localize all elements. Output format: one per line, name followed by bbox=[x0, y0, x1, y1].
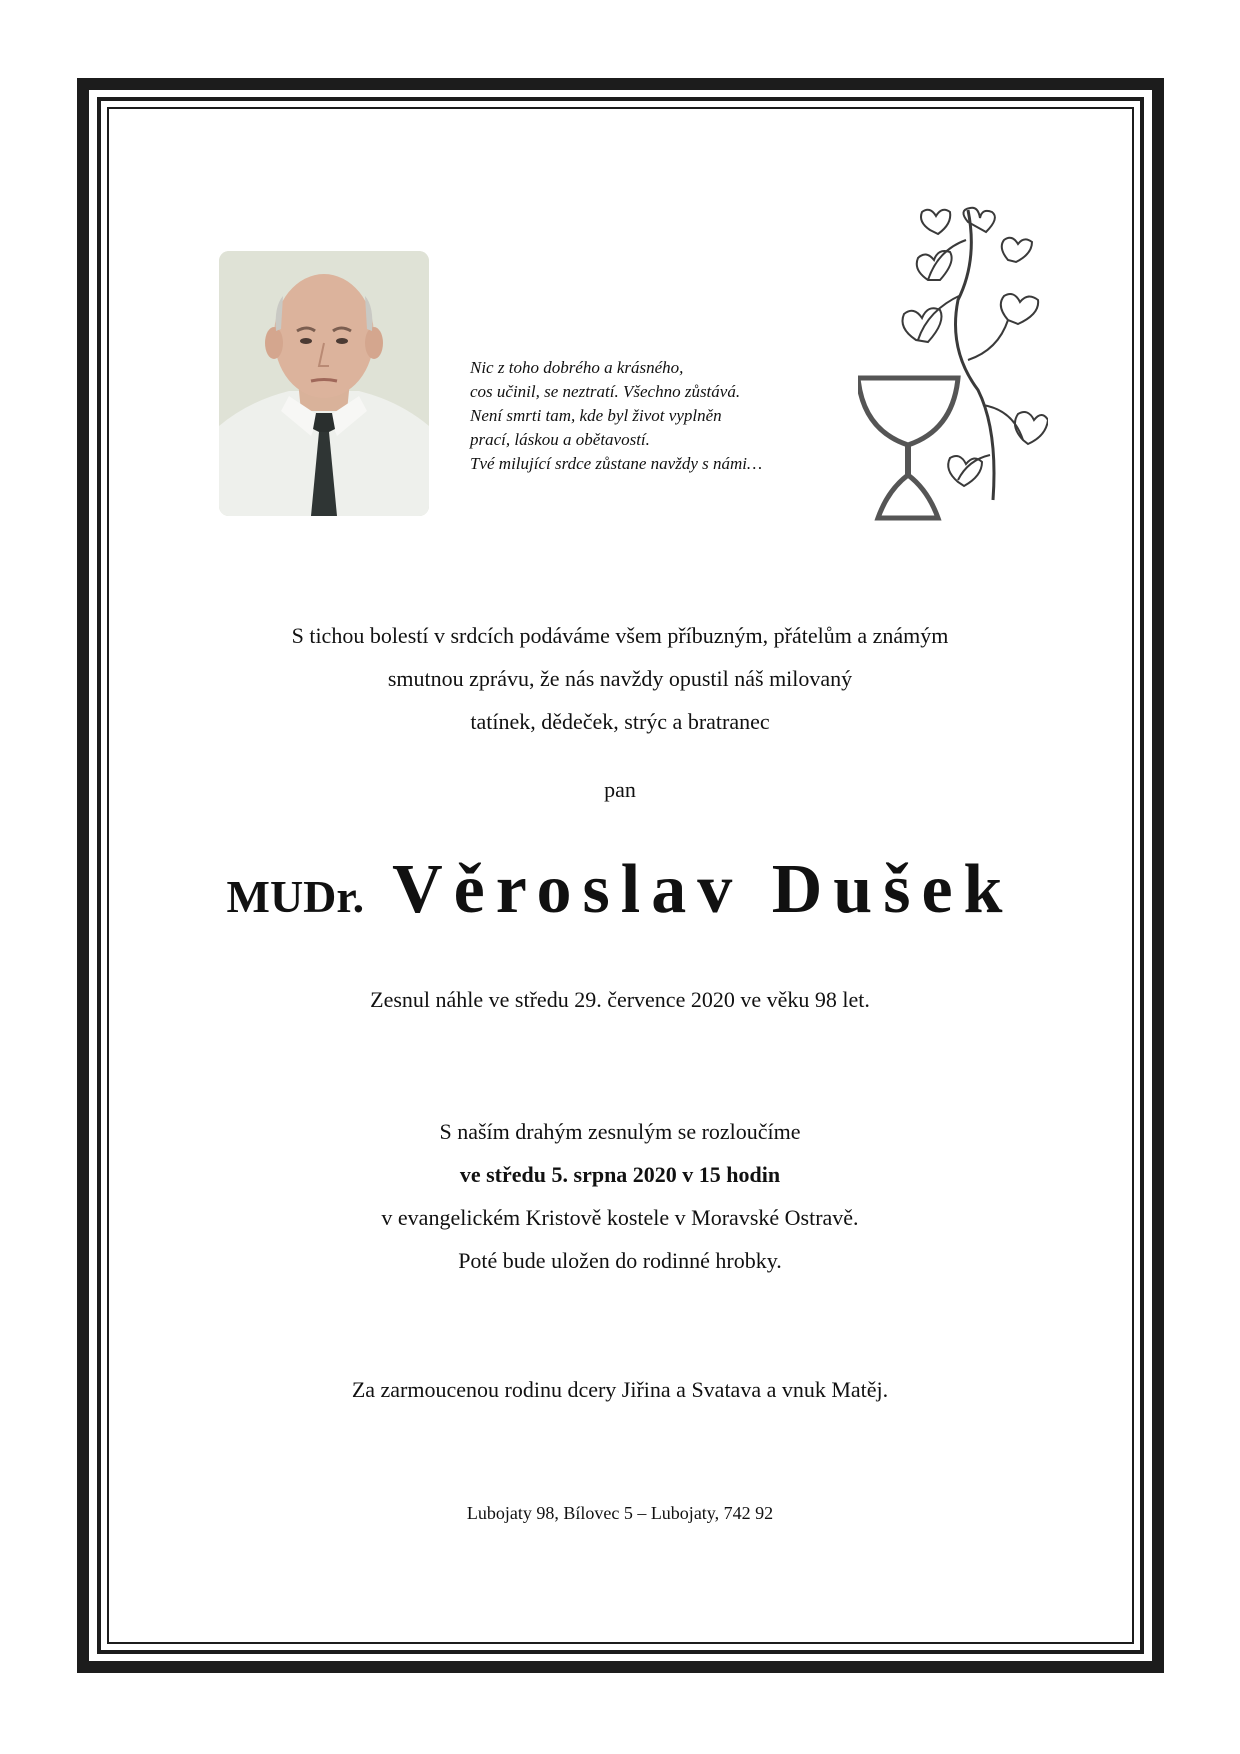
academic-title: MUDr. bbox=[226, 871, 365, 922]
poem-line: cos učinil, se neztratí. Všechno zůstává. bbox=[470, 382, 741, 401]
portrait-photo bbox=[219, 251, 429, 516]
poem-line: Nic z toho dobrého a krásného, bbox=[470, 358, 684, 377]
poem-line: Tvé milující srdce zůstane navždy s námi… bbox=[470, 454, 763, 473]
farewell-line: S naším drahým zesnulým se rozloučíme bbox=[439, 1119, 801, 1144]
address: Lubojaty 98, Bílovec 5 – Lubojaty, 742 92 bbox=[466, 1503, 774, 1523]
chalice-ivy-icon bbox=[858, 200, 1048, 522]
deceased-name bbox=[120, 845, 1120, 953]
honorific-pan: pan bbox=[604, 777, 636, 802]
funeral-date-time: ve středu 5. srpna 2020 v 15 hodin bbox=[459, 1162, 781, 1187]
family-signature: Za zarmoucenou rodinu dcery Jiřina a Svatava a vnuk Matěj. bbox=[351, 1377, 889, 1402]
announcement-intro bbox=[120, 614, 1120, 743]
funeral-place: v evangelickém Kristově kostele v Moravské Ostravě. bbox=[381, 1205, 859, 1230]
death-notice: Zesnul náhle ve středu 29. července 2020 ve věku 98 let. bbox=[370, 987, 870, 1012]
intro-line: smutnou zprávu, že nás navždy opustil náš milovaný bbox=[387, 666, 853, 691]
memorial-poem bbox=[470, 356, 870, 476]
full-name: Věroslav Dušek bbox=[392, 851, 1014, 928]
funeral-details bbox=[120, 1110, 1120, 1282]
poem-line: prací, láskou a obětavostí. bbox=[470, 430, 650, 449]
intro-line: tatínek, dědeček, strýc a bratranec bbox=[470, 709, 770, 734]
poem-line: Není smrti tam, kde byl život vyplněn bbox=[470, 406, 722, 425]
burial-note: Poté bude uložen do rodinné hrobky. bbox=[458, 1248, 782, 1273]
intro-line: S tichou bolestí v srdcích podáváme všem příbuzným, přátelům a známým bbox=[291, 623, 949, 648]
